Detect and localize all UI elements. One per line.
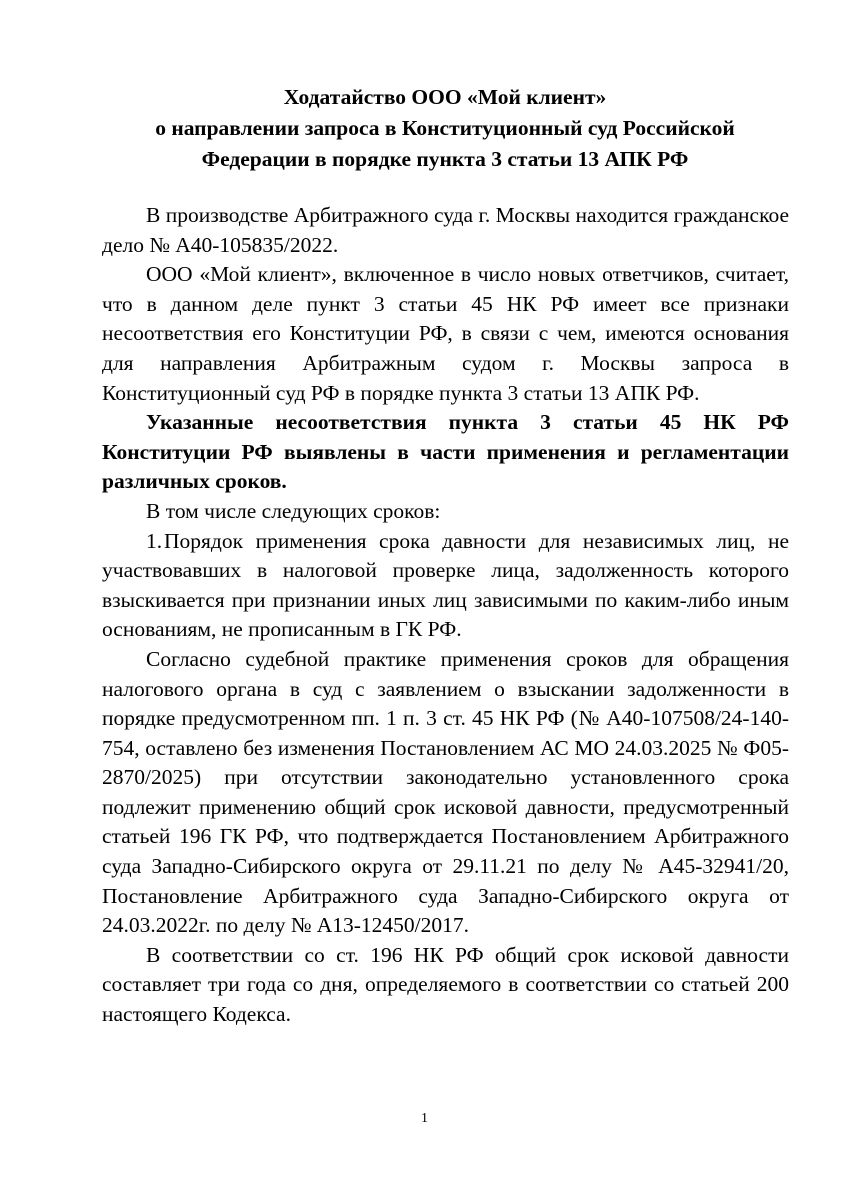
list-item-text: Порядок применения срока давности для независимых лиц, не участвовавших в налоговой проверке лица, задолженность которого взыскивается при признании иных лиц зависимыми по каким-либо иным основаниям, не прописанным в ГК РФ. bbox=[102, 528, 789, 642]
document-title bbox=[100, 82, 790, 175]
document-body bbox=[102, 201, 789, 1030]
paragraph-inconsistencies: Указанные несоответствия пункта 3 статьи 45 НК РФ Конституции РФ выявлены в части применения и регламентации различных сроков. bbox=[102, 410, 789, 494]
title-line: Федерации в порядке пункта 3 статьи 13 АПК РФ bbox=[201, 147, 689, 171]
paragraph-case-info: В производстве Арбитражного суда г. Москвы находится гражданское дело № А40-105835/2022. bbox=[102, 203, 789, 257]
list-item-number: 1. bbox=[146, 528, 163, 553]
title-line: Ходатайство ООО «Мой клиент» bbox=[283, 85, 607, 109]
paragraph-limitation-period: В соответствии со ст. 196 НК РФ общий срок исковой давности составляет три года со дня, определяемого в соответствии со статьей 200 настоящего Кодекса. bbox=[102, 942, 789, 1027]
paragraph-client-position: ООО «Мой клиент», включенное в число новых ответчиков, считает, что в данном деле пункт 3 статьи 45 НК РФ имеет все признаки несоответствия его Конституции РФ, в связи с чем, имеются основания для направления Арбитражным судом г. Москвы запроса в Конституционный суд РФ в порядке пункта 3 статьи 13 АПК РФ. bbox=[102, 262, 789, 405]
title-line: о направлении запроса в Конституционный суд Российской bbox=[155, 116, 735, 140]
page-number: 1 bbox=[421, 1111, 428, 1126]
list-item bbox=[102, 527, 789, 645]
paragraph-court-practice: Согласно судебной практике применения сроков для обращения налогового органа в суд с заявлением о взыскании задолженности в порядке предусмотренном пп. 1 п. 3 ст. 45 НК РФ (№ А40-107508/24-140-754, оставлено без изменения Постановлением АС МО 24.03.2025 № Ф05-2870/2025) при отсутствии законодательно установленного срока подлежит применению общий срок исковой давности, предусмотренный статьей 196 ГК РФ, что подтверждается Постановлением Арбитражного суда Западно-Сибирского округа от 29.11.21 по делу № А45-32941/20, Постановление Арбитражного суда Западно-Сибирского округа от 24.03.2022г. по делу № А13-12450/2017. bbox=[102, 646, 789, 938]
paragraph-terms-intro: В том числе следующих сроков: bbox=[146, 498, 441, 523]
